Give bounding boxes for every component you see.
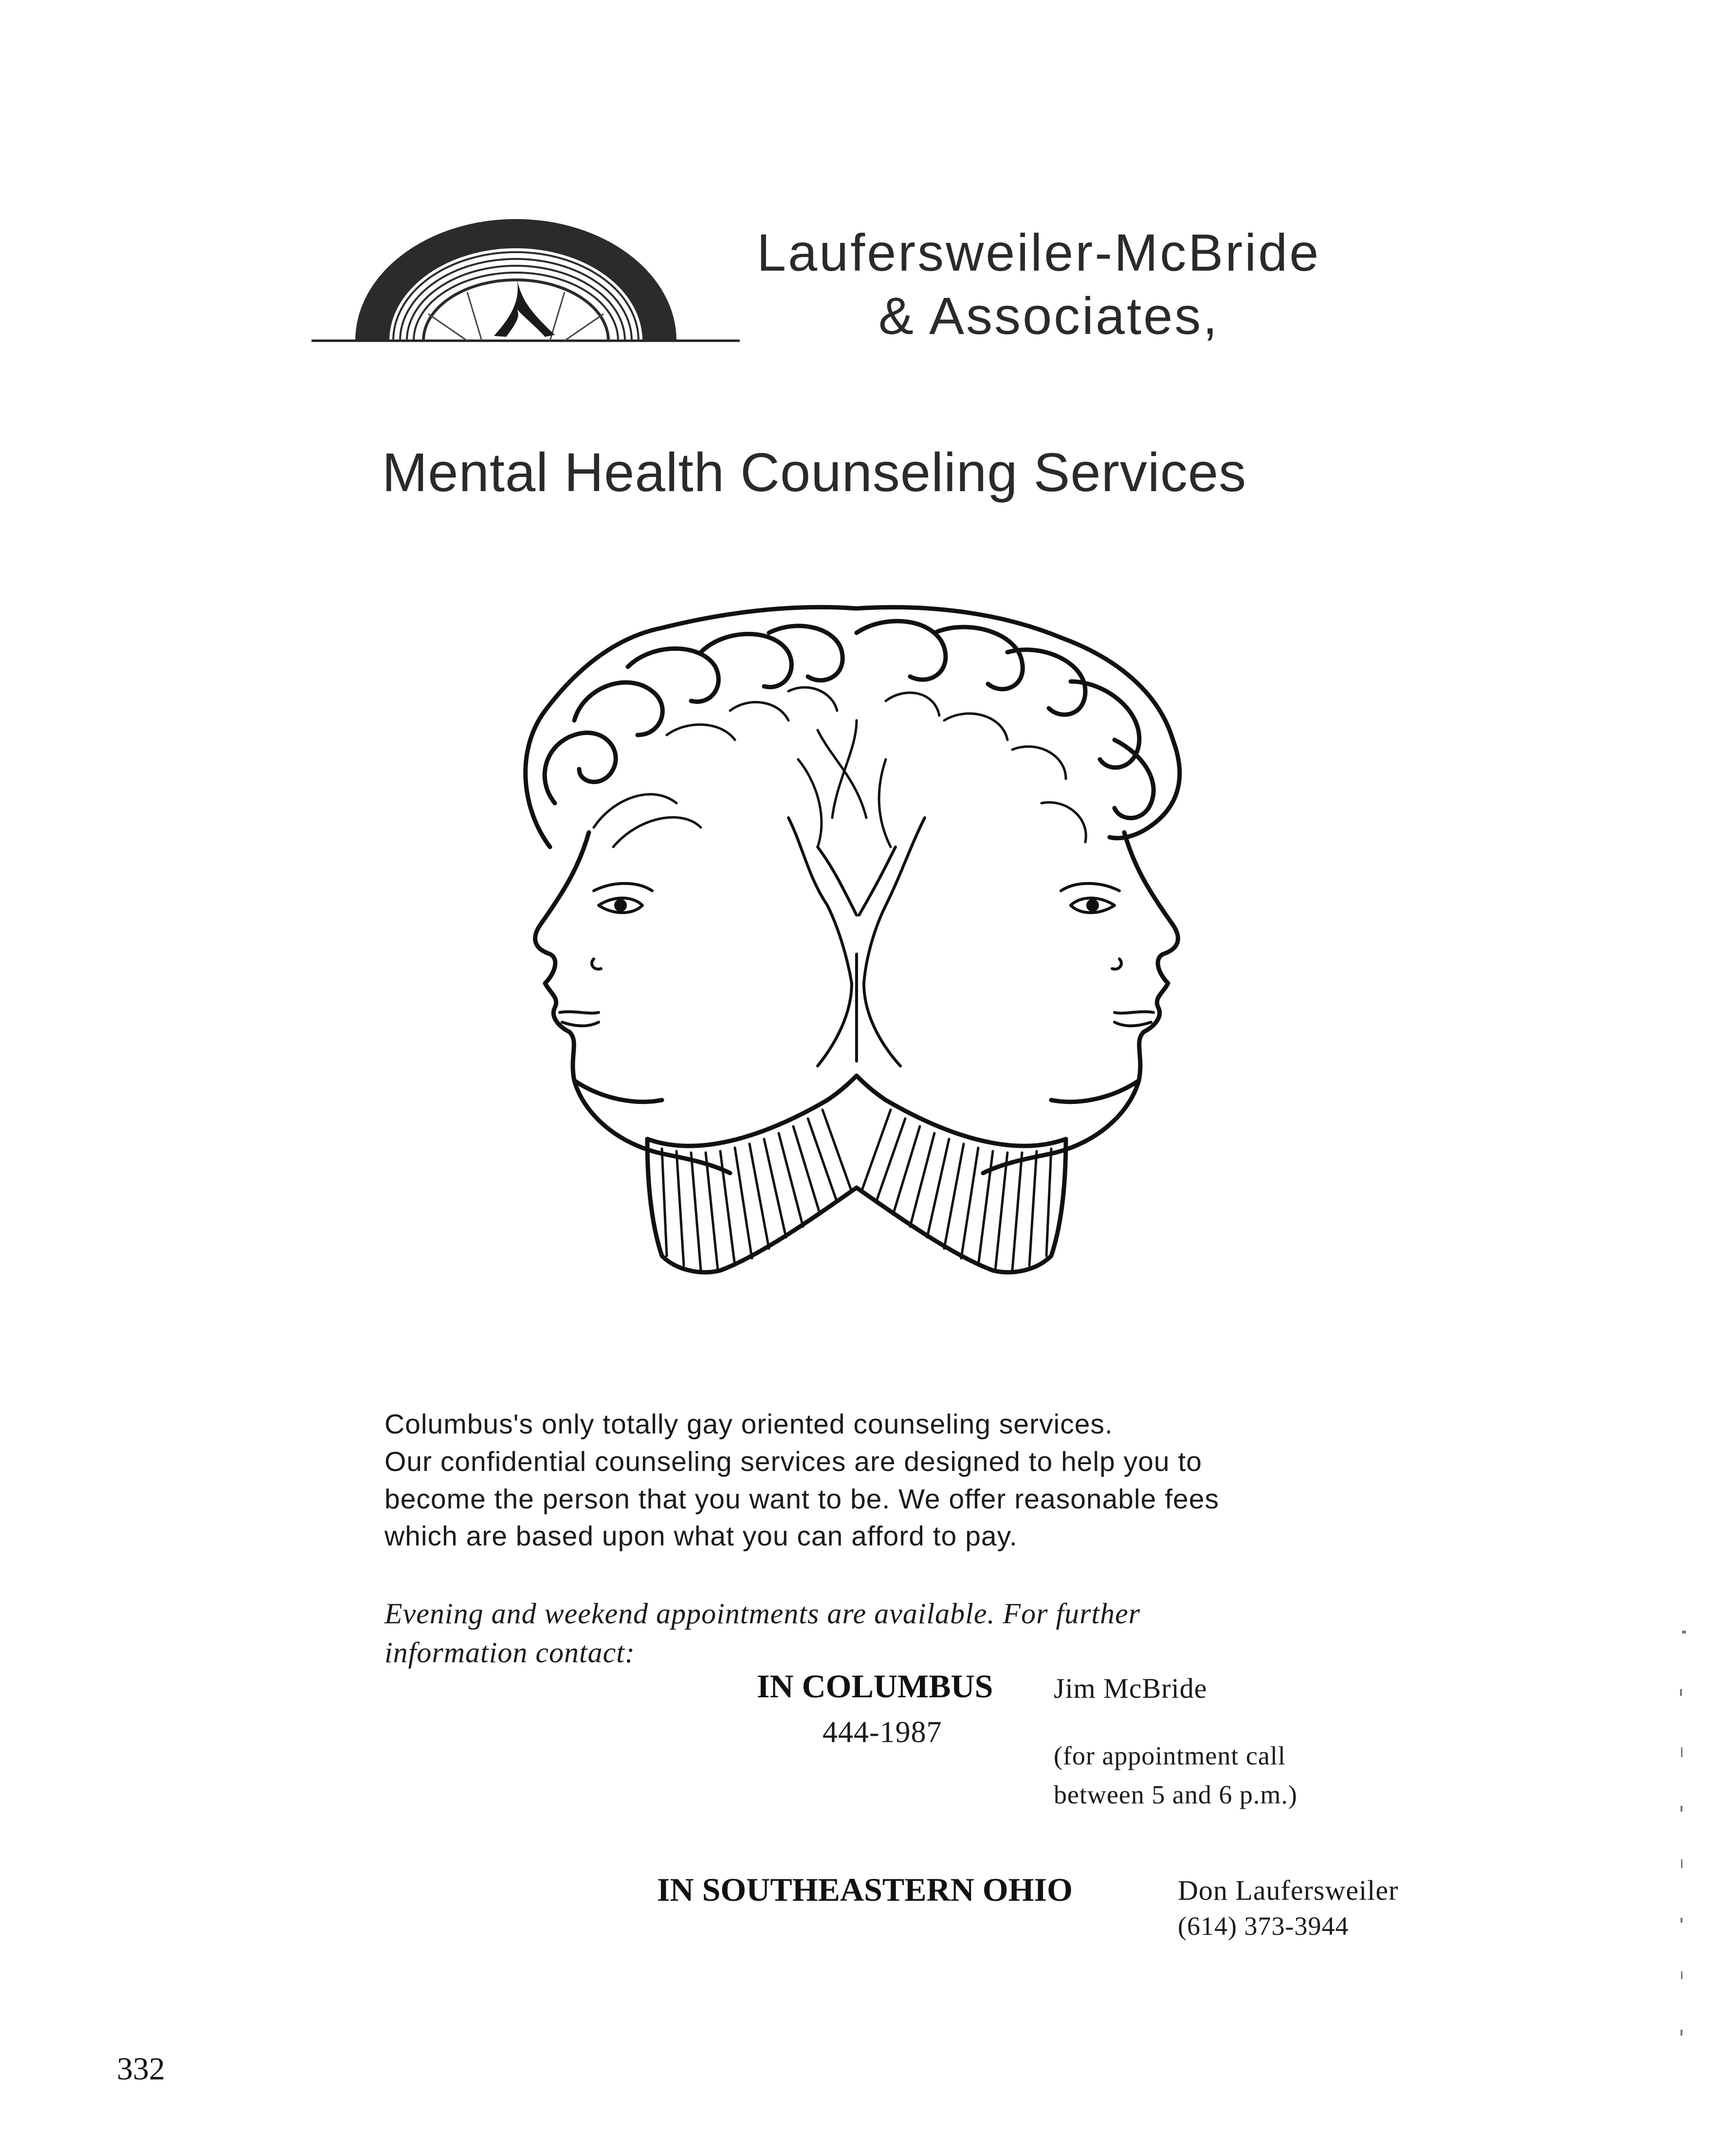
southeastern-ohio-heading: IN SOUTHEASTERN OHIO [657, 1871, 1073, 1908]
description-line: Columbus's only totally gay oriented counseling services. [384, 1409, 1113, 1440]
columbus-appointment-note: (for appointment call [1054, 1741, 1286, 1770]
firm-name-line2: & Associates, [878, 286, 1220, 345]
columbus-phone: 444-1987 [822, 1716, 942, 1749]
firm-name-line1: Laufersweiler-McBride [757, 223, 1321, 282]
columbus-heading: IN COLUMBUS [757, 1668, 993, 1705]
description-line: which are based upon what you can afford to pay. [384, 1521, 1018, 1552]
columbus-appointment-note: between 5 and 6 p.m.) [1054, 1780, 1297, 1809]
columbus-contact-name: Jim McBride [1054, 1672, 1207, 1704]
southeastern-ohio-contact-name: Don Laufersweiler [1178, 1874, 1399, 1906]
page-number: 332 [117, 2051, 165, 2087]
scan-edge-speckle [1674, 1631, 1694, 2069]
southeastern-ohio-phone: (614) 373-3944 [1178, 1911, 1349, 1941]
services-title: Mental Health Counseling Services [382, 442, 1247, 503]
availability-line: information contact: [384, 1636, 635, 1669]
sunrise-logo-icon [307, 204, 745, 350]
availability-line: Evening and weekend appointments are available. For further [384, 1598, 1141, 1630]
description-line: Our confidential counseling services are designed to help you to [384, 1446, 1202, 1477]
description-line: become the person that you want to be. We offer reasonable fees [384, 1484, 1219, 1515]
twin-profile-faces-illustration [516, 574, 1207, 1334]
